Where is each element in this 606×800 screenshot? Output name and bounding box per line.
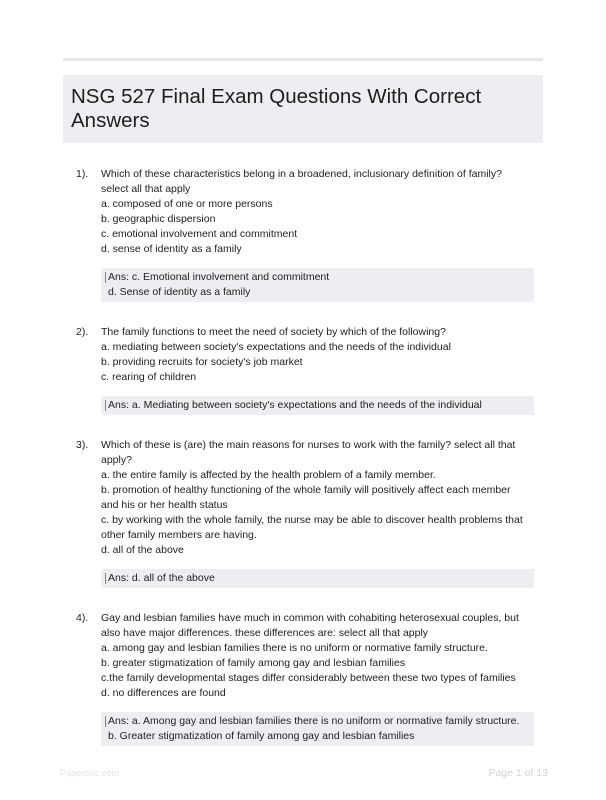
question-text bbox=[101, 167, 537, 257]
question-text bbox=[101, 611, 537, 701]
answer-marker bbox=[105, 272, 106, 283]
option-line: and his or her health status bbox=[101, 499, 228, 511]
answer-box bbox=[101, 712, 534, 746]
answer-line: Ans: d. all of the above bbox=[108, 572, 215, 584]
option-line: a. mediating between society's expectations and the needs of the individual bbox=[101, 341, 451, 353]
answer-box bbox=[101, 268, 534, 302]
option-line: d. all of the above bbox=[101, 544, 184, 556]
answer-line: b. Greater stigmatization of family among gay and lesbian families bbox=[108, 730, 415, 742]
question-line: also have major differences. these differences are: select all that apply bbox=[101, 627, 429, 639]
option-line: b. promotion of healthy functioning of the whole family will positively affect each member bbox=[101, 484, 511, 496]
question-number: 3). bbox=[76, 439, 89, 451]
question-number: 1). bbox=[76, 168, 89, 180]
top-divider bbox=[63, 58, 543, 61]
question-line: Gay and lesbian families have much in common with cohabiting heterosexual couples, but bbox=[101, 612, 519, 624]
question-line: The family functions to meet the need of society by which of the following? bbox=[101, 326, 446, 338]
option-line: a. the entire family is affected by the health problem of a family member. bbox=[101, 469, 436, 481]
answer-marker bbox=[105, 573, 106, 584]
question-line: apply? bbox=[101, 454, 132, 466]
option-line: d. no differences are found bbox=[101, 687, 226, 699]
option-line: b. providing recruits for society's job market bbox=[101, 356, 303, 368]
option-line: c. rearing of children bbox=[101, 371, 197, 383]
question-line: Which of these characteristics belong in a broadened, inclusionary definition of family? bbox=[101, 168, 502, 180]
answer-marker bbox=[105, 400, 106, 411]
option-line: c. emotional involvement and commitment bbox=[101, 228, 298, 240]
answer-line: Ans: a. Mediating between society's expectations and the needs of the individual bbox=[108, 399, 482, 411]
option-line: other family members are having. bbox=[101, 529, 257, 541]
question-text bbox=[101, 438, 537, 558]
answer-box bbox=[101, 569, 534, 588]
option-line: a. among gay and lesbian families there is no uniform or normative family structure. bbox=[101, 642, 488, 654]
answer-box bbox=[101, 396, 534, 415]
answer-line: Ans: c. Emotional involvement and commitment bbox=[108, 271, 330, 283]
question-number: 2). bbox=[76, 326, 89, 338]
option-line: d. sense of identity as a family bbox=[101, 243, 242, 255]
answer-line: d. Sense of identity as a family bbox=[108, 286, 251, 298]
footer-watermark: Paperbliic.com bbox=[60, 768, 120, 778]
question-number: 4). bbox=[76, 612, 89, 624]
page-number: Page 1 of 13 bbox=[488, 767, 548, 779]
question-line: select all that apply bbox=[101, 183, 191, 195]
title-line-2: Answers bbox=[71, 109, 150, 132]
option-line: b. geographic dispersion bbox=[101, 213, 216, 225]
document-title bbox=[71, 85, 535, 133]
title-banner bbox=[63, 75, 543, 143]
answer-marker bbox=[105, 716, 106, 727]
question-text bbox=[101, 325, 537, 385]
option-line: c.the family developmental stages differ considerably between these two types of families bbox=[101, 672, 516, 684]
question-line: Which of these is (are) the main reasons for nurses to work with the family? select all that bbox=[101, 439, 516, 451]
answer-line: Ans: a. Among gay and lesbian families there is no uniform or normative family structure. bbox=[108, 715, 520, 727]
option-line: b. greater stigmatization of family among gay and lesbian families bbox=[101, 657, 406, 669]
option-line: a. composed of one or more persons bbox=[101, 198, 273, 210]
option-line: c. by working with the whole family, the nurse may be able to discover health problems that bbox=[101, 514, 523, 526]
title-line-1: NSG 527 Final Exam Questions With Correct bbox=[71, 85, 482, 108]
